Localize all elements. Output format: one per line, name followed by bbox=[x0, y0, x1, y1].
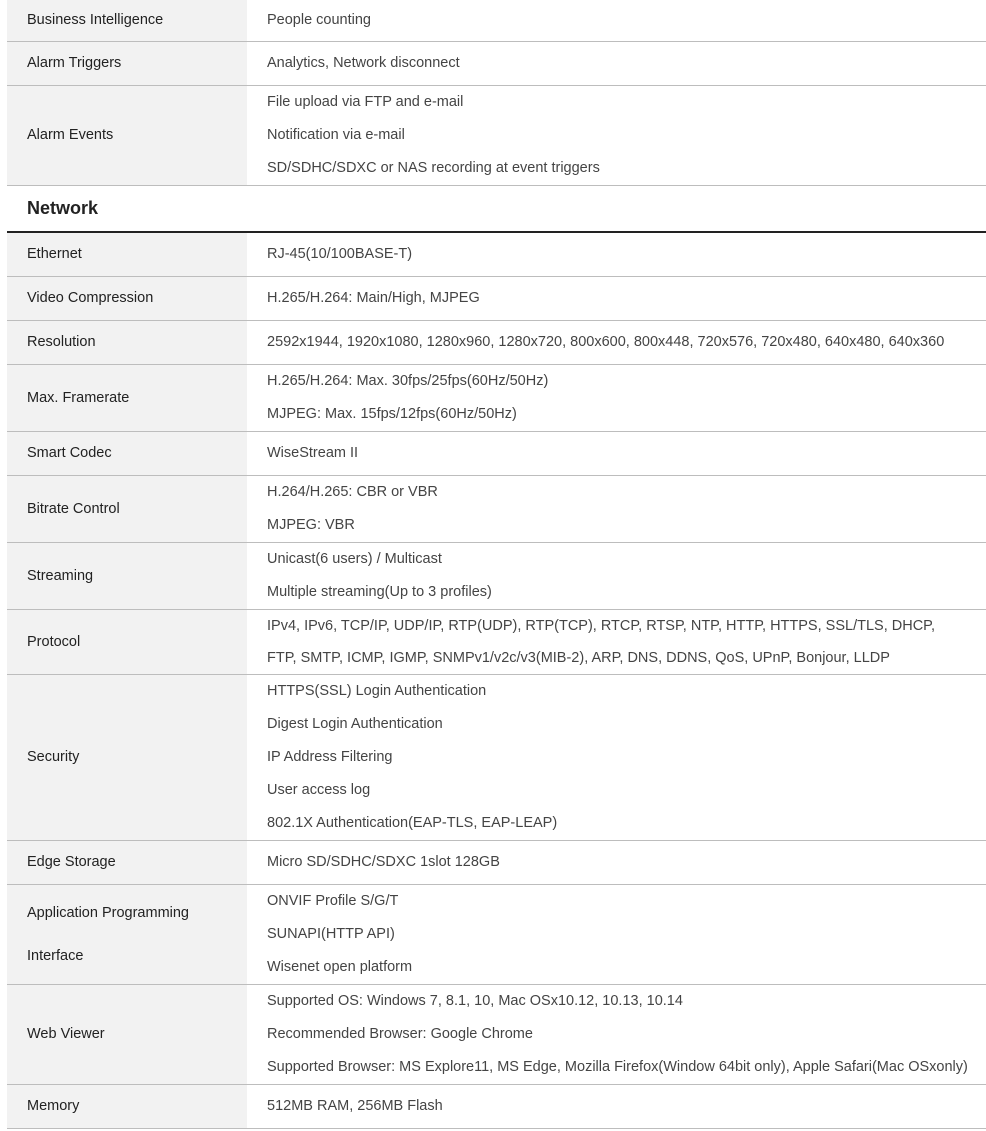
spec-value: Wisenet open platform bbox=[267, 959, 413, 975]
spec-values bbox=[247, 885, 986, 984]
spec-row-ethernet bbox=[7, 233, 986, 277]
spec-values bbox=[247, 0, 986, 41]
spec-label: Alarm Triggers bbox=[7, 42, 247, 85]
spec-label: Ethernet bbox=[7, 233, 247, 276]
spec-values bbox=[247, 543, 986, 609]
spec-row-smart-codec bbox=[7, 432, 986, 476]
spec-row-video-compression bbox=[7, 277, 986, 321]
spec-values bbox=[247, 476, 986, 542]
spec-value: File upload via FTP and e-mail bbox=[267, 94, 464, 110]
spec-values bbox=[247, 233, 986, 276]
spec-value: H.265/H.264: Max. 30fps/25fps(60Hz/50Hz) bbox=[267, 373, 549, 389]
spec-value: Digest Login Authentication bbox=[267, 716, 443, 732]
spec-values bbox=[247, 841, 986, 884]
spec-label: Streaming bbox=[7, 543, 247, 609]
spec-label: Edge Storage bbox=[7, 841, 247, 884]
spec-values bbox=[247, 675, 986, 840]
spec-values bbox=[247, 985, 986, 1084]
spec-value: 802.1X Authentication(EAP-TLS, EAP-LEAP) bbox=[267, 815, 558, 831]
spec-value: MJPEG: Max. 15fps/12fps(60Hz/50Hz) bbox=[267, 406, 517, 422]
spec-row-resolution bbox=[7, 321, 986, 365]
spec-label: Resolution bbox=[7, 321, 247, 364]
spec-value: WiseStream II bbox=[267, 445, 359, 461]
spec-row-alarm-events bbox=[7, 86, 986, 186]
spec-value: Micro SD/SDHC/SDXC 1slot 128GB bbox=[267, 854, 500, 870]
network-rows-group bbox=[7, 233, 986, 1129]
spec-value: SUNAPI(HTTP API) bbox=[267, 926, 395, 942]
spec-values bbox=[247, 432, 986, 475]
spec-label: Max. Framerate bbox=[7, 365, 247, 431]
spec-row-edge-storage bbox=[7, 841, 986, 885]
spec-row-application-programming-interface bbox=[7, 885, 986, 985]
spec-row-memory bbox=[7, 1085, 986, 1129]
spec-value: User access log bbox=[267, 782, 371, 798]
section-header-network: Network bbox=[7, 186, 986, 233]
spec-value: IPv4, IPv6, TCP/IP, UDP/IP, RTP(UDP), RTP(TCP), RTCP, RTSP, NTP, HTTP, HTTPS, SSL/TLS, DHCP, bbox=[267, 618, 935, 634]
spec-values bbox=[247, 365, 986, 431]
spec-table bbox=[7, 0, 986, 1129]
spec-row-bitrate-control bbox=[7, 476, 986, 543]
spec-label: Web Viewer bbox=[7, 985, 247, 1084]
spec-value: SD/SDHC/SDXC or NAS recording at event triggers bbox=[267, 160, 600, 176]
spec-value: IP Address Filtering bbox=[267, 749, 393, 765]
spec-value: 512MB RAM, 256MB Flash bbox=[267, 1098, 443, 1114]
spec-row-business-intelligence bbox=[7, 0, 986, 42]
spec-value: Multiple streaming(Up to 3 profiles) bbox=[267, 584, 492, 600]
spec-value: Supported Browser: MS Explore11, MS Edge, Mozilla Firefox(Window 64bit only), Apple Safari(Mac OSxonly) bbox=[267, 1059, 968, 1075]
spec-value: Analytics, Network disconnect bbox=[267, 55, 460, 71]
spec-label: Memory bbox=[7, 1085, 247, 1128]
spec-row-security bbox=[7, 675, 986, 841]
spec-label: Video Compression bbox=[7, 277, 247, 320]
spec-values bbox=[247, 42, 986, 85]
spec-value: RJ-45(10/100BASE-T) bbox=[267, 246, 413, 262]
spec-value: People counting bbox=[267, 12, 371, 28]
spec-value: FTP, SMTP, ICMP, IGMP, SNMPv1/v2c/v3(MIB-2), ARP, DNS, DDNS, QoS, UPnP, Bonjour, LLDP bbox=[267, 650, 890, 666]
spec-label: Application Programming Interface bbox=[7, 885, 247, 984]
spec-row-streaming bbox=[7, 543, 986, 610]
spec-values bbox=[247, 321, 986, 364]
spec-value: Unicast(6 users) / Multicast bbox=[267, 551, 442, 567]
spec-value: HTTPS(SSL) Login Authentication bbox=[267, 683, 487, 699]
spec-row-web-viewer bbox=[7, 985, 986, 1085]
spec-label: Security bbox=[7, 675, 247, 840]
spec-label: Smart Codec bbox=[7, 432, 247, 475]
spec-row-protocol bbox=[7, 610, 986, 675]
spec-value: 2592x1944, 1920x1080, 1280x960, 1280x720, 800x600, 800x448, 720x576, 720x480, 640x480, 640x360 bbox=[267, 334, 945, 350]
spec-label: Protocol bbox=[7, 610, 247, 674]
spec-label: Business Intelligence bbox=[7, 0, 247, 41]
spec-value: Recommended Browser: Google Chrome bbox=[267, 1026, 533, 1042]
spec-values bbox=[247, 610, 986, 674]
spec-values bbox=[247, 86, 986, 185]
spec-label: Bitrate Control bbox=[7, 476, 247, 542]
spec-row-max-framerate bbox=[7, 365, 986, 432]
spec-value: Supported OS: Windows 7, 8.1, 10, Mac OSx10.12, 10.13, 10.14 bbox=[267, 993, 683, 1009]
spec-row-alarm-triggers bbox=[7, 42, 986, 86]
spec-value: Notification via e-mail bbox=[267, 127, 405, 143]
spec-values bbox=[247, 277, 986, 320]
spec-label: Alarm Events bbox=[7, 86, 247, 185]
spec-value: ONVIF Profile S/G/T bbox=[267, 893, 399, 909]
spec-value: MJPEG: VBR bbox=[267, 517, 355, 533]
spec-value: H.264/H.265: CBR or VBR bbox=[267, 484, 438, 500]
spec-values bbox=[247, 1085, 986, 1128]
top-rows-group bbox=[7, 0, 986, 186]
spec-value: H.265/H.264: Main/High, MJPEG bbox=[267, 290, 480, 306]
